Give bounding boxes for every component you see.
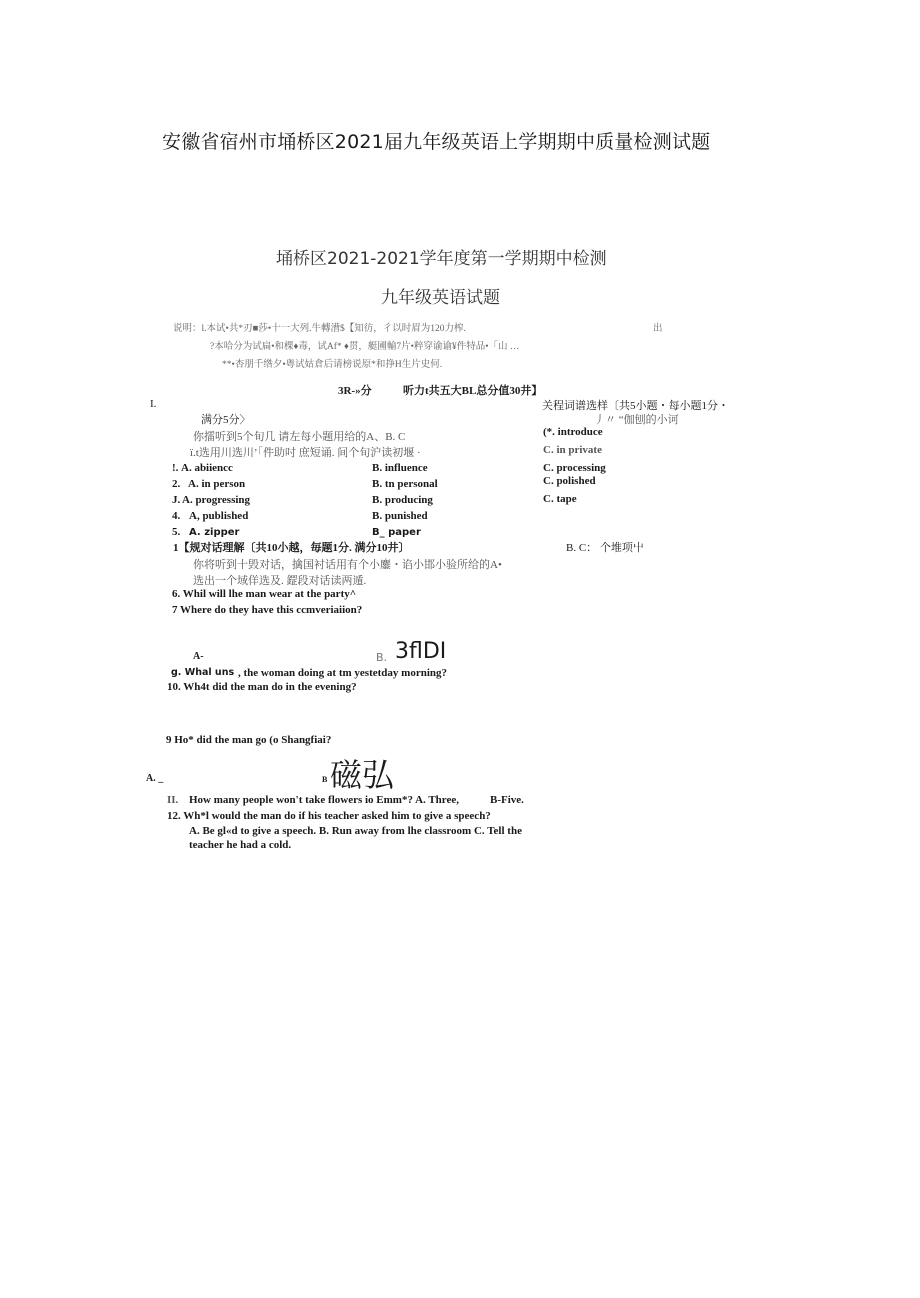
option-b: B. influence: [372, 462, 428, 474]
question-11: How many people won't take flowers io Emm*? A. Three,: [189, 794, 459, 806]
question-8: , the woman doing at tm yestetday morning?: [238, 667, 447, 679]
question-10: 10. Wh4t did the man do in the evening?: [167, 681, 357, 693]
option-c: C. tape: [543, 493, 577, 505]
note-line-1-right: 出: [653, 324, 663, 334]
option-a: A. abiiencc: [181, 462, 233, 474]
question-7-option-b-label: B.: [376, 651, 388, 664]
section-1-fragment: 满分5分〉: [201, 414, 251, 426]
question-9-option-a: A. _: [146, 773, 164, 784]
section-1-right-header-2: 丿〃 “伽刨的小诃: [594, 414, 679, 426]
option-b: B. producing: [372, 494, 433, 506]
option-a: A, published: [189, 510, 249, 522]
section-1-right-header-1: 关程词谱选样〔共5小题・每小题1分・: [542, 400, 729, 412]
exam-title: 埇桥区2021-2021学年度第一学期期中检测: [276, 249, 607, 269]
option-c-in-private: C. in private: [543, 444, 602, 456]
question-11-option-b: B-Five.: [490, 794, 524, 806]
question-9: 9 Ho* did the man go (o Shangfiai?: [166, 734, 332, 746]
note-line-3: **•杏朋千绺夕•粤试姑倉后请榜说原*和挣H生片史何.: [222, 360, 443, 370]
question-7: 7 Where do they have this ccmveriaiion?: [172, 604, 363, 616]
option-a: A. progressing: [182, 494, 251, 506]
option-a: A. in person: [188, 478, 246, 490]
document-title: 安徽省宿州市埇桥区2021届九年级英语上学期期中质量检测试题: [162, 131, 711, 153]
section-2-heading: 1【规对话理解〔共10小越，毎题1分. 满分10井〕: [173, 542, 410, 554]
option-b: B_ paper: [372, 527, 421, 538]
question-9-option-b-text: 磁弘: [330, 756, 395, 794]
section-2-instruction-2: 选出一个域佯选及. 鎠段对话读两遁.: [193, 575, 367, 587]
section-1-instruction-2: ï.t选用川选川’「件助吋 庶短诵. 间个旬沪读初堰 ·: [190, 447, 421, 459]
note-line-1: 说明：l.本试•共*刃■莎•十一大列.牛轉漕$【知彷，彳以时眉为120力榨.: [173, 324, 466, 334]
part-heading-right: 听力t共五大BL总分值30井】: [403, 385, 543, 397]
option-b: B. punished: [372, 510, 428, 522]
row-number: 2.: [172, 478, 181, 490]
subject-title: 九年级英语试题: [381, 288, 500, 308]
question-8-start: g. Whal uns: [171, 667, 235, 678]
option-c-introduce: (*. introduce: [543, 426, 603, 438]
question-12-options-cont: teacher he had a cold.: [189, 839, 292, 851]
part-heading-left: 3R-»分: [338, 385, 372, 397]
question-12: 12. Wh*l would the man do if his teacher asked him to give a speech?: [167, 810, 491, 822]
row-number: 4.: [172, 510, 181, 522]
option-c: C. processing: [543, 462, 606, 474]
option-c: C. polished: [543, 475, 596, 487]
section-2-right-note: B. C： 个堆项屮: [566, 542, 644, 554]
row-number: J.: [172, 494, 181, 506]
question-11-number: II.: [167, 794, 179, 806]
row-number: 5.: [172, 526, 181, 538]
question-12-options: A. Be gl«d to give a speech. B. Run away from lhe classroom C. Tell the: [189, 825, 522, 837]
section-2-instruction-1: 你将听到十毁对话，擒国衬话用有个小鏖・谄小邯小验所给的A•: [193, 559, 502, 571]
option-b: B. tn personal: [372, 478, 438, 490]
row-number: !.: [172, 462, 179, 474]
section-1-instruction-1: 你擂听到5个旬几 请左每小题用给的A、B. C: [193, 431, 406, 443]
note-line-2: ?本哈分为试扁•和棵♦毒，试Af* ♦贯，艇圃輸7片•粹穿谕谕¥件特品•「山 …: [210, 342, 520, 352]
question-6: 6. Whil will lhe man wear at the party^: [172, 588, 357, 600]
question-7-option-b-text: 3flDI: [395, 639, 447, 664]
question-9-option-b-label: B: [322, 775, 328, 784]
section-1-roman: I.: [150, 398, 157, 410]
option-a: A. zipper: [189, 527, 240, 538]
question-7-option-a: A-: [193, 651, 204, 662]
